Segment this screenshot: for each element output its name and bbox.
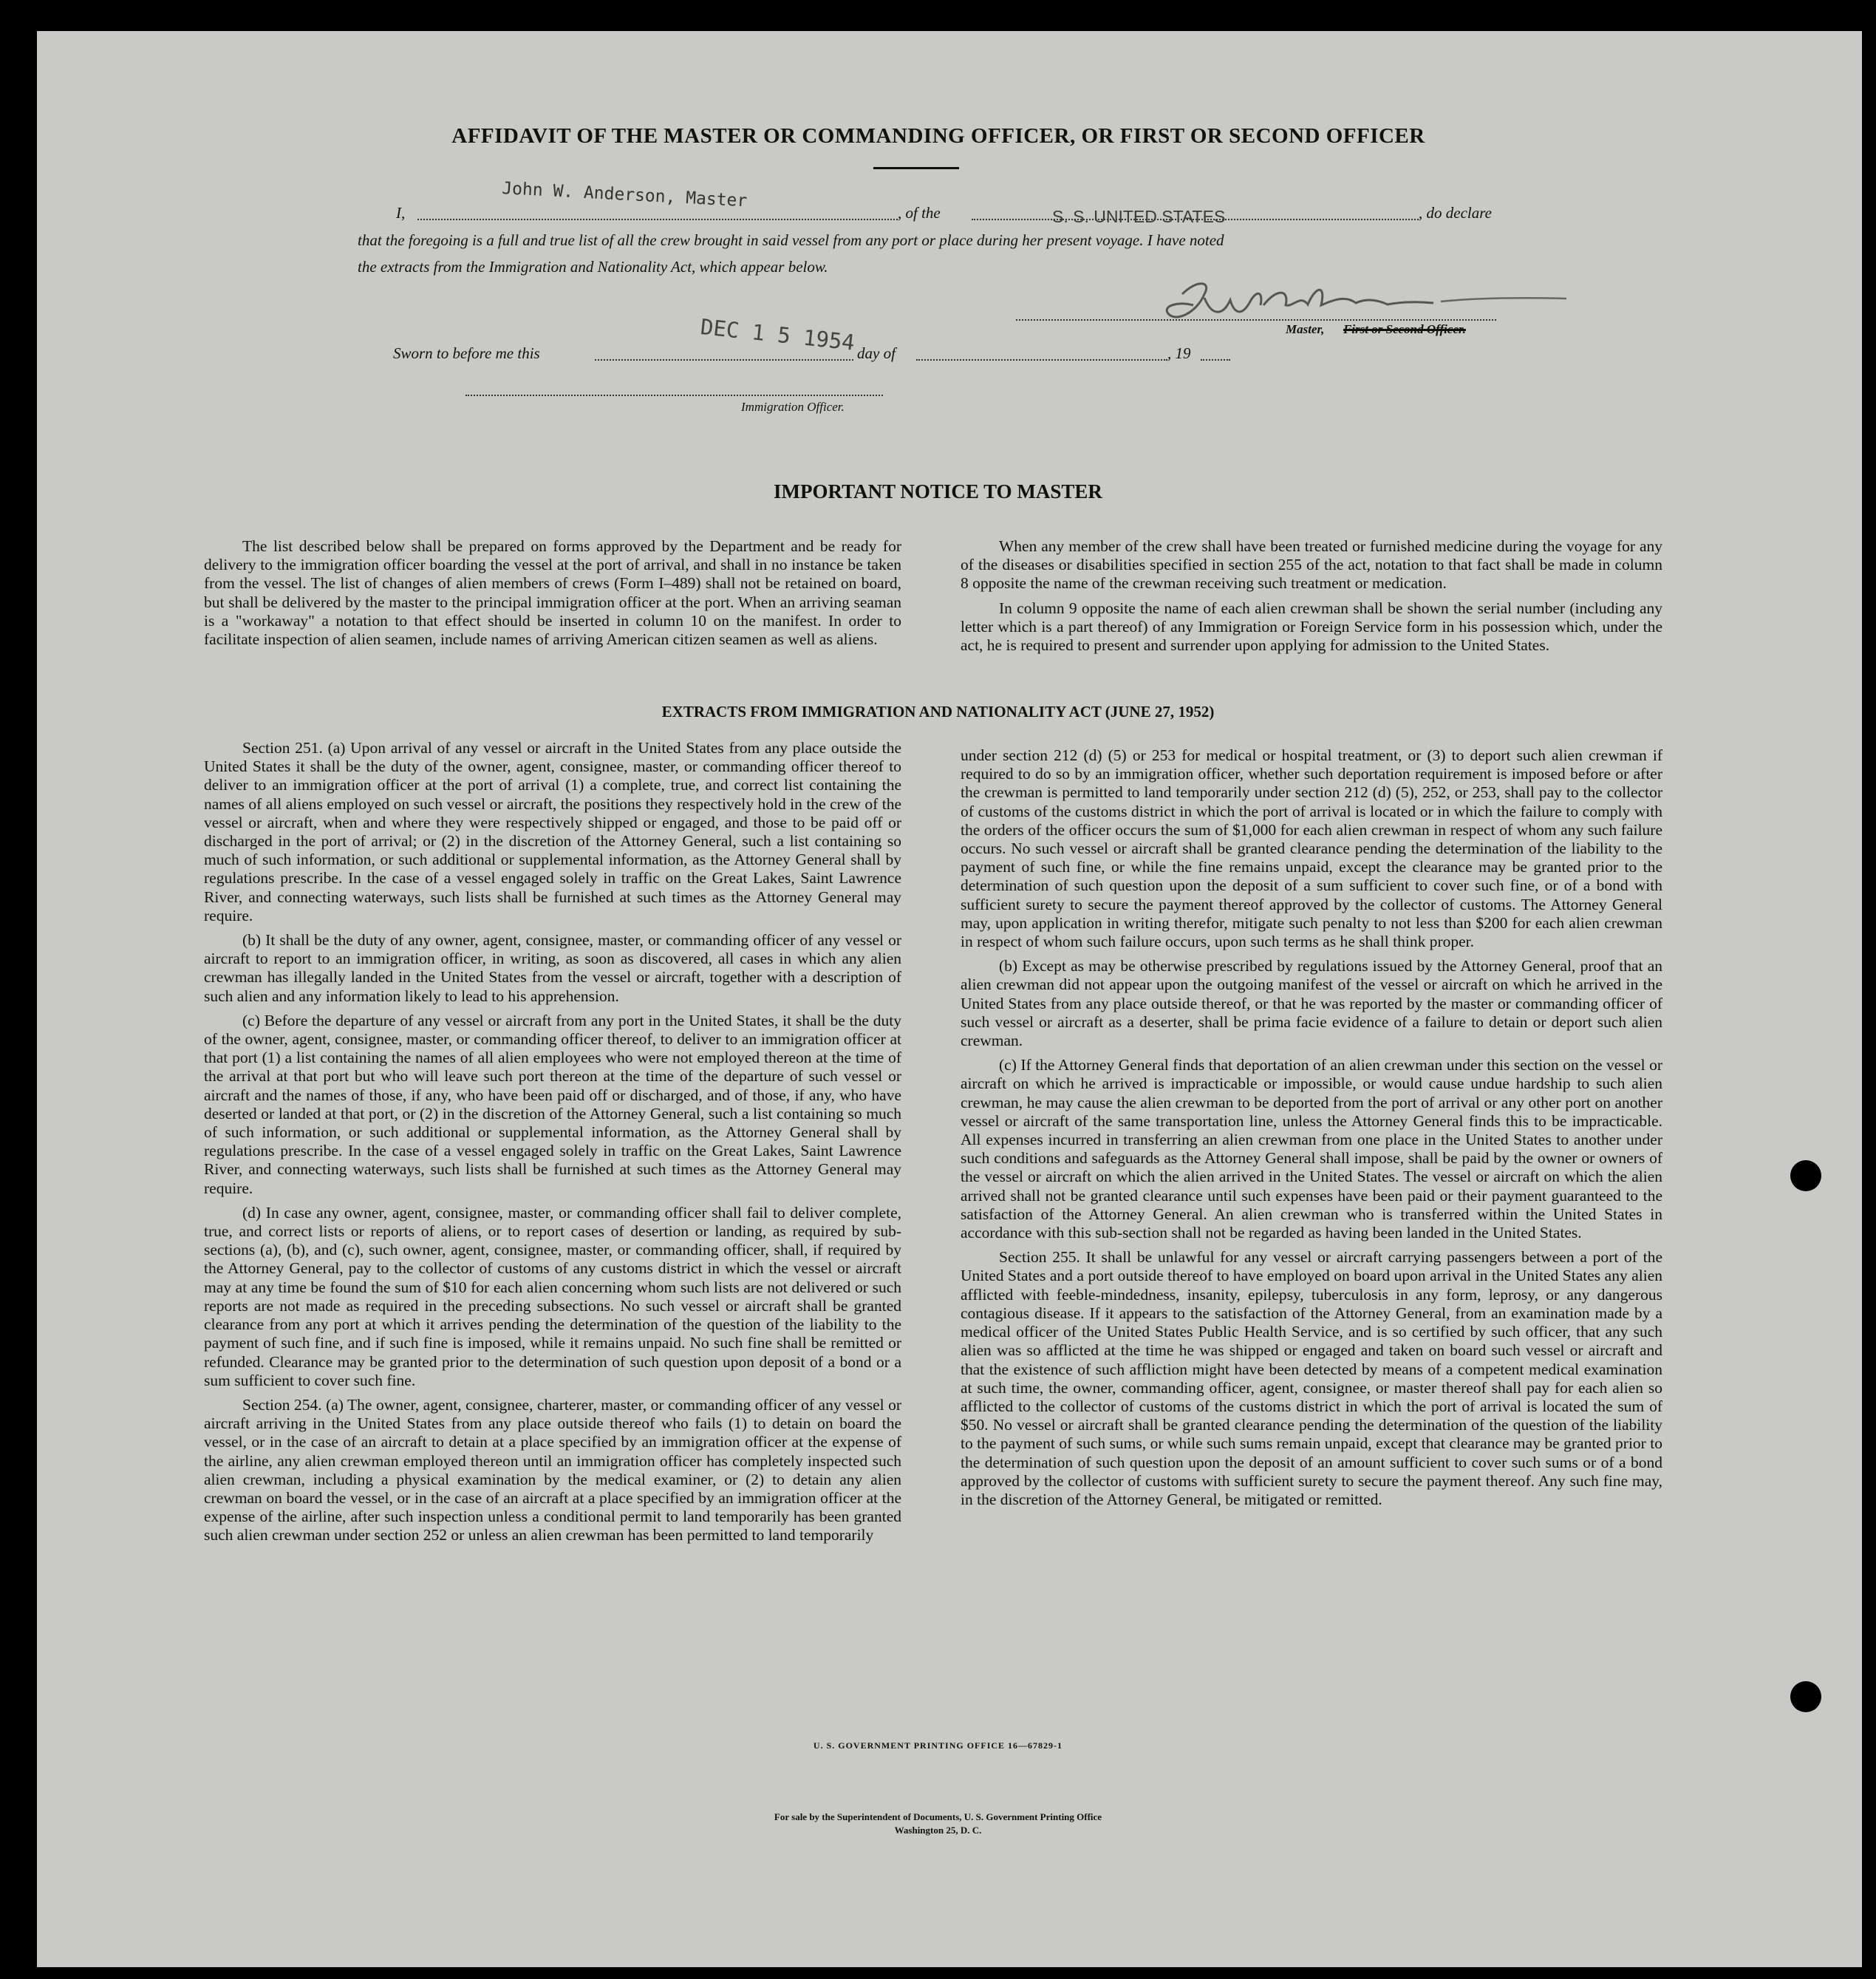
sale-notice-line-2: Washington 25, D. C. [894,1825,982,1836]
section-251-b: (b) It shall be the duty of any owner, agent, consignee, master, or commanding officer of any vessel or aircraft to report to an immigration officer, in writing, as soon as discovered, all cases in which any alien crewman has illegally landed in the United States from the vessel or aircraft, together with a description of such alien and any information likely to lead to his apprehension. [204,931,901,1005]
section-254-a-continued: under section 212 (d) (5) or 253 for medical or hospital treatment, or (3) to deport such alien crewman if required to do so by an immigration officer, whether such deportation requirement is imposed before or after the crewman is permitted to land temporarily under section 212 (d) (5), 252, or 253, shall pay to the collector of customs of the customs district in which the port of arrival is located or in which the failure to comply with the orders of the officer occurs the sum of $1,000 for each alien crewman in respect of whom any such failure occurs. No such vessel or aircraft shall be granted clearance pending the determination of the liability to the payment of such fine, or while the fine remains unpaid, except the clearance may be granted prior to the determination of such question upon the deposit of a sum sufficient to cover such fine, or of a bond with sufficient surety to secure the payment thereof approved by the collector of customs. The Attorney General may, upon application in writing therefor, mitigate such penalty to not less than $200 for each alien crewman in respect of whom such failure occurs, upon such terms as he shall think proper. [961,746,1662,951]
extracts-right-column [961,746,1662,1509]
notice-right-paragraph-2: In column 9 opposite the name of each alien crewman shall be shown the serial number (including any letter which is a part thereof) of any Immigration or Foreign Service form in his possession which, under the act, he is required to present and surrender upon applying for admission to the United States. [961,599,1662,655]
sworn-month-line [916,359,1167,361]
notice-left-paragraph: The list described below shall be prepared on forms approved by the Department and be ready for delivery to the immigration officer boarding the vessel at the port of arrival, and shall in no instance be taken from the vessel. The list of changes of alien members of crews (Form I–489) shall not be retained on board, but shall be delivered by the master to the principal immigration officer at the port. When an arriving seaman is a "workaway" a notation to that effect should be inserted in column 10 on the manifest. In order to facilitate inspection of alien seamen, include names of arriving American citizen seamen as well as aliens. [204,537,901,649]
extracts-title: EXTRACTS FROM IMMIGRATION AND NATIONALITY ACT (JUNE 27, 1952) [661,703,1215,721]
section-254-a: Section 254. (a) The owner, agent, consignee, charterer, master, or commanding officer of any vessel or aircraft arriving in the United States from any place outside thereof who fails (1) to detain on board the vessel, or in the case of an aircraft to detain at a place specified by an immigration officer at the expense of the airline, any alien crewman employed thereon until an immigration officer has completely inspected such alien crewman, including a physical examination by the medical examiner, or (2) to detain any alien crewman on board the vessel, or in the case of an aircraft at a place specified by an immigration officer at the expense of the airline, after such inspection unless a conditional permit to land temporarily has been granted such alien crewman under section 252 or unless an alien crewman has been permitted to land temporarily [204,1395,901,1544]
punch-hole-upper [1790,1160,1821,1191]
signature-role-master: Master, [1286,322,1325,336]
officer-signature-line [465,395,883,396]
do-declare-label: , do declare [1419,204,1492,222]
of-the-label: , of the [898,204,941,222]
section-255: Section 255. It shall be unlawful for any vessel or aircraft carrying passengers between a port of the United States and a port outside thereof to have employed on board upon arrival in the United States any alien afflicted with feeble-mindedness, insanity, epilepsy, tuberculosis in any form, leprosy, or any dangerous contagious disease. If it appears to the satisfaction of the Attorney General, from an examination made by a medical officer of the United States Public Health Service, and is so certified by such officer, that any such alien was so afflicted at the time he was shipped or engaged and taken on board such vessel or aircraft and that the existence of such affliction might have been detected by means of a competent medical examination at such time, the owner, commanding officer, agent, consignee, or master thereof shall pay for each alien so afflicted to the collector of customs of the customs district in which the port of arrival is located the sum of $50. No vessel or aircraft shall be granted clearance pending the determination of the question of the liability to the payment of such sums, or while such sums remain unpaid, except that clearance may be granted prior to the determination of such question upon the deposit of an amount sufficient to cover such sums or of a bond approved by the collector of customs with sufficient surety to secure the payment thereof. Any such fine may, in the discretion of the Attorney General, be mitigated or remitted. [961,1248,1662,1508]
sale-notice-line-1: For sale by the Superintendent of Documents, U. S. Government Printing Office [774,1811,1102,1822]
year-line [1201,359,1230,361]
section-251-d: (d) In case any owner, agent, consignee, master, or commanding officer shall fail to deliver complete, true, and correct lists or reports of aliens, or to report cases of desertion or landing, as required by sub-sections (a), (b), and (c), such owner, agent, consignee, master, or commanding officer, shall, if required by the Attorney General, pay to the collector of customs of any customs district in which the vessel or aircraft may at any time be found the sum of $10 for each alien concerning whom such lists are not delivered or such reports are not made as required in the preceding subsections. No such vessel or aircraft shall be granted clearance from any port at which it arrives pending the determination of the question of the liability to the payment of such fine, and if such fine is imposed, while it remains unpaid. No such fine shall be remitted or refunded. Clearance may be granted prior to the determination of such question upon deposit of a bond or a sum sufficient to cover such fine. [204,1203,901,1389]
master-name-typed: John W. Anderson, Master [501,179,748,211]
section-251-c: (c) Before the departure of any vessel or aircraft from any port in the United States, it shall be the duty of the owner, agent, consignee, master, or commanding officer thereof, to deliver to an immigration officer at that port (1) a list containing the names of all alien employees who were not employed thereon at the time of the arrival at that port but who will leave such port thereon at the time of the departure of such vessel or aircraft and the names of those, if any, who have been paid off or discharged, and of those, if any, who have deserted or landed at that port, or (2) in the discretion of the Attorney General, such a list containing so much of such information, or such additional or supplemental information, as the Attorney General shall by regulations prescribe. In the case of a vessel engaged solely in traffic on the Great Lakes, Saint Lawrence River, and connecting waterways, such lists shall be furnished at such times as the Attorney General may require. [204,1011,901,1197]
immigration-officer-label: Immigration Officer. [741,400,845,414]
section-254-b: (b) Except as may be otherwise prescribed by regulations issued by the Attorney General, proof that an alien crewman did not appear upon the outgoing manifest of the vessel or aircraft on which he arrived in the United States from any place outside thereof, or that he was reported by the master or commanding officer of such vessel or aircraft as a deserter, shall be prima facie evidence of a failure to detain or deport such alien crewman. [961,957,1662,1050]
notice-right-paragraph-1: When any member of the crew shall have been treated or furnished medicine during the voyage for any of the diseases or disabilities specified in section 255 of the act, notation to that fact shall be made in column 8 opposite the name of the crewman receiving such treatment or medication. [961,537,1662,593]
i-label: I, [396,204,406,222]
extracts-left-column [204,739,901,1545]
affidavit-title: AFFIDAVIT OF THE MASTER OR COMMANDING OFFICER, OR FIRST OR SECOND OFFICER [451,124,1425,148]
gpo-imprint: U. S. GOVERNMENT PRINTING OFFICE 16—67829-1 [813,1740,1063,1751]
signature-role-struck: First or Second Officer. [1343,322,1466,336]
affidavit-line-3: the extracts from the Immigration and Nationality Act, which appear below. [358,258,828,276]
section-254-c: (c) If the Attorney General finds that deportation of an alien crewman under this section on the vessel or aircraft on which he arrived is impracticable or impossible, or would cause undue hardship to such alien crewman, he may cause the alien crewman to be deported from the port of arrival or any other port on another vessel or aircraft of the same transportation line, unless the Attorney General finds this to be impracticable. All expenses incurred in transferring an alien crewman from one place in the United States to another under such conditions and safeguards as the Attorney General shall impose, shall be paid by the owner or owners of the vessel or aircraft on which the alien arrived in the United States. The vessel or aircraft on which the alien arrived shall not be granted clearance until such expenses have been paid or their payment guaranteed to the satisfaction of the Attorney General. An alien crewman who is transferred within the United States in accordance with this sub-section shall not be regarded as having been landed in the United States. [961,1056,1662,1242]
name-line [417,219,898,220]
notice-title: IMPORTANT NOTICE TO MASTER [774,480,1102,503]
section-251-a: Section 251. (a) Upon arrival of any vessel or aircraft in the United States from any place outside the United States it shall be the duty of the owner, agent, consignee, master, or commanding officer thereof to deliver to an immigration officer at the port of arrival (1) a complete, true, and correct list containing the names of all aliens employed on such vessel or aircraft, the positions they respectively hold in the crew of the vessel or aircraft, when and where they were respectively shipped or engaged, and those to be paid off or discharged in the port of arrival; or (2) in the discretion of the Attorney General, such a list containing so much of such information, or such additional or supplemental information, as the Attorney General shall by regulations prescribe. In the case of a vessel engaged solely in traffic on the Great Lakes, Saint Lawrence River, and connecting waterways, such lists shall be furnished at such times as the Attorney General may require. [204,739,901,924]
punch-hole-lower [1790,1681,1821,1712]
date-stamp: DEC 1 5 1954 [699,314,856,355]
notice-right-column [961,537,1662,661]
day-of-label: day of [857,344,896,362]
title-rule [873,167,959,169]
year-label: , 19 [1167,344,1191,362]
vessel-name-typed: S. S. UNITED STATES [1052,207,1226,226]
notice-left-column [204,537,901,655]
sworn-day-line [595,359,853,361]
sworn-label: Sworn to before me this [393,344,540,362]
affidavit-line-2: that the foregoing is a full and true list of all the crew brought in said vessel from any port or place during her present voyage. I have noted [358,231,1224,249]
